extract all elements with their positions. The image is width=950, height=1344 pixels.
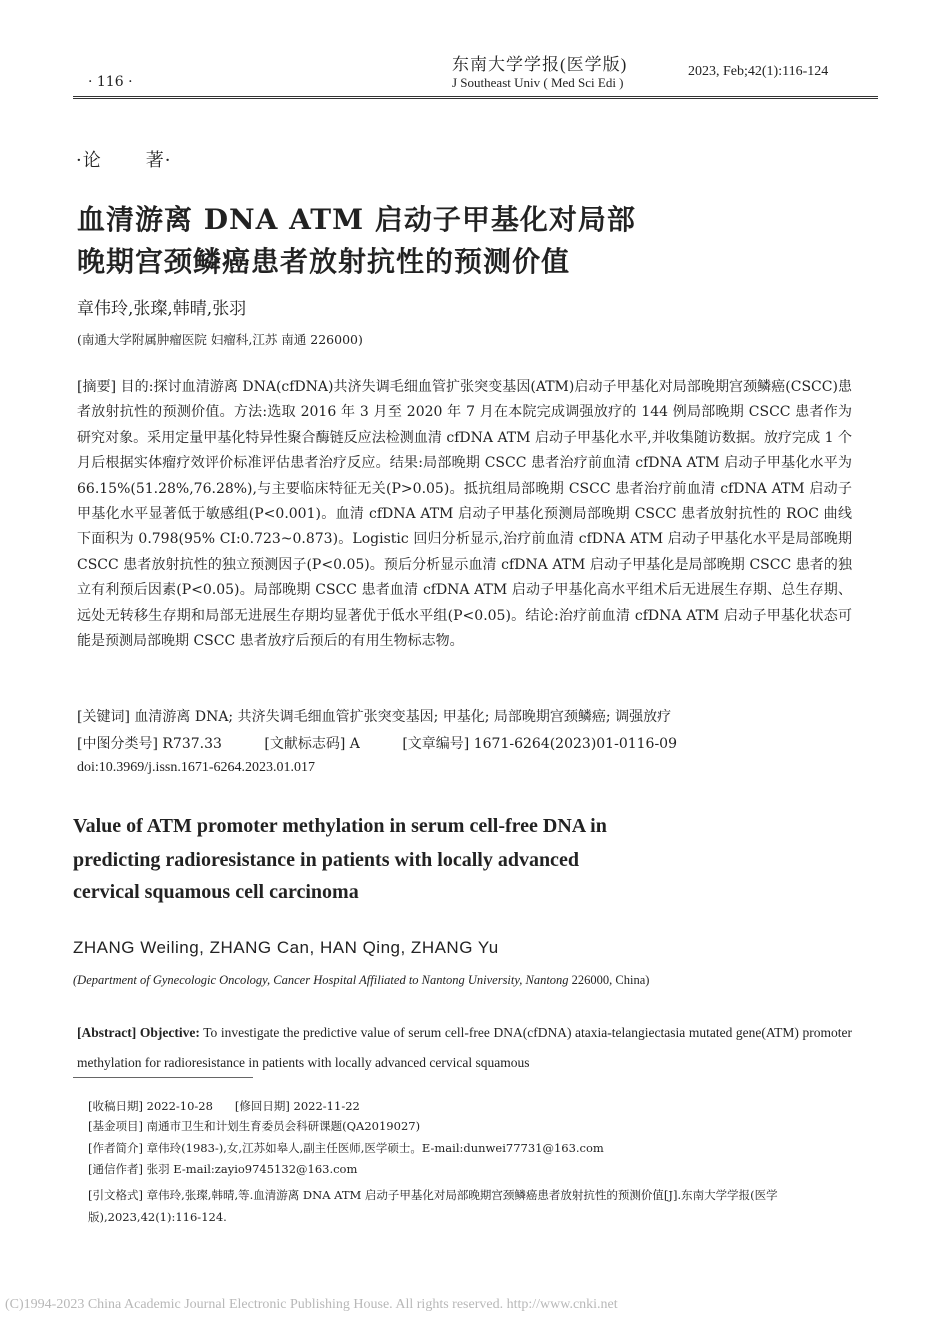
abstract-en-label: [Abstract]: [77, 1025, 137, 1040]
doi: doi:10.3969/j.issn.1671-6264.2023.01.017: [77, 760, 316, 775]
title-en-line-2: predicting radioresistance in patients with locally advanced: [73, 849, 579, 871]
abstract-cn: [77, 375, 852, 654]
title-cn-line-1: 血清游离 DNA ATM 启动子甲基化对局部: [77, 203, 636, 236]
clc-value: R737.33: [162, 736, 222, 752]
section-label-right: 著·: [145, 150, 172, 171]
authors-en: ZHANG Weiling, ZHANG Can, HAN Qing, ZHANG Yu: [73, 938, 499, 957]
abstract-en-objective-label: Objective:: [139, 1025, 200, 1040]
article-no-value: 1671-6264(2023)01-0116-09: [473, 736, 677, 752]
page-number: · 116 ·: [88, 74, 133, 90]
journal-title-cn: 东南大学学报(医学版): [452, 55, 628, 74]
keywords-cn-label: [关键词]: [77, 709, 130, 725]
classification-row: [77, 733, 677, 753]
doc-code-value: A: [349, 736, 360, 752]
footnote-divider: [73, 1077, 253, 1078]
footnote-dates: [88, 1098, 360, 1114]
abstract-en: [77, 1018, 852, 1078]
affiliation-en-postcode: 226000, China): [568, 973, 650, 987]
author-info-text: 章伟玲(1983-),女,江苏如皋人,副主任医师,医学硕士。E-mail:dunwei77731@163.com: [146, 1141, 604, 1155]
corresponding-label: [通信作者]: [88, 1162, 143, 1176]
corresponding-text: 张羽 E-mail:zayio9745132@163.com: [146, 1162, 358, 1176]
fund-text: 南通市卫生和计划生育委员会科研课题(QA2019027): [146, 1119, 421, 1133]
authors-cn: 章伟玲,张璨,韩晴,张羽: [77, 299, 247, 319]
affiliation-en-dept: (Department of Gynecologic Oncology, Cancer Hospital Affiliated to Nantong University, Nantong: [73, 973, 569, 987]
author-info-label: [作者简介]: [88, 1141, 143, 1155]
abstract-en-text: To investigate the predictive value of serum cell-free DNA(cfDNA) ataxia-telangiectasia mutated gene(ATM) promoter methylation for radioresistance in patients with locally advanced cervical squamous: [77, 1025, 852, 1070]
header-divider: [73, 96, 878, 99]
keywords-cn: [77, 706, 671, 726]
journal-title-en: J Southeast Univ ( Med Sci Edi ): [452, 75, 624, 90]
citation-label: [引文格式]: [88, 1188, 143, 1202]
copyright-watermark: (C)1994-2023 China Academic Journal Electronic Publishing House. All rights reserved. http://www.cnki.net: [5, 1297, 618, 1312]
affiliation-en: [73, 973, 649, 988]
footnote-correspondence: [88, 1161, 357, 1177]
fund-label: [基金项目]: [88, 1119, 143, 1133]
footnote-citation: [88, 1184, 878, 1228]
abstract-cn-label: [摘要]: [77, 379, 117, 395]
keywords-cn-text: 血清游离 DNA; 共济失调毛细血管扩张突变基因; 甲基化; 局部晚期宫颈鳞癌; 调强放疗: [134, 709, 672, 725]
citation-text: 章伟玲,张璨,韩晴,等.血清游离 DNA ATM 启动子甲基化对局部晚期宫颈鳞癌患者放射抗性的预测价值[J].东南大学学报(医学版),2023,42(1):116-124.: [88, 1188, 778, 1224]
affiliation-cn: (南通大学附属肿瘤医院 妇瘤科,江苏 南通 226000): [77, 332, 363, 347]
section-label-left: ·论: [76, 150, 102, 171]
section-label: [76, 146, 171, 172]
title-cn-line-2: 晚期宫颈鳞癌患者放射抗性的预测价值: [77, 245, 571, 278]
issue-info: 2023, Feb;42(1):116-124: [688, 64, 829, 79]
title-en-line-1: Value of ATM promoter methylation in serum cell-free DNA in: [73, 815, 607, 837]
footnote-author: [88, 1140, 604, 1156]
received-date: 2022-10-28: [146, 1099, 213, 1113]
clc-label: [中图分类号]: [77, 736, 158, 752]
doc-code-label: [文献标志码]: [264, 736, 346, 752]
article-no-label: [文章编号]: [402, 736, 470, 752]
abstract-cn-text: 目的:探讨血清游离 DNA(cfDNA)共济失调毛细血管扩张突变基因(ATM)启动子甲基化对局部晚期宫颈鳞癌(CSCC)患者放射抗性的预测价值。方法:选取 2016 年 3 月至 2020 年 7 月在本院完成调强放疗的 144 例局部晚期 CSCC 患者作为研究对象。采用定量甲基化特异性聚合酶链反应法检测血清 cfDNA ATM 启动子甲基化水平,并收集随访数据。放疗完成 1 个月后根据实体瘤疗效评价标准评估患者治疗反应。结果:局部晚期 CSCC 患者治疗前血清 cfDNA ATM 启动子甲基化水平为 66.15%(51.28%,76.28%),与主要临床特征无关(P>0.05)。抵抗组局部晚期 CSCC 患者治疗前血清 cfDNA ATM 启动子甲基化水平显著低于敏感组(P<0.001)。血清 cfDNA ATM 启动子甲基化预测局部晚期 CSCC 患者放射抗性的 ROC 曲线下面积为 0.798(95% CI:0.723~0.873)。Logistic 回归分析显示,治疗前血清 cfDNA ATM 启动子甲基化水平是局部晚期 CSCC 患者放射抗性的独立预测因子(P<0.05)。预后分析显示血清 cfDNA ATM 启动子甲基化是局部晚期 CSCC 患者的独立有利预后因素(P<0.05)。局部晚期 CSCC 患者血清 cfDNA ATM 启动子甲基化高水平组术后无进展生存期、总生存期、远处无转移生存期和局部无进展生存期均显著优于低水平组(P<0.05)。结论:治疗前血清 cfDNA ATM 启动子甲基化状态可能是预测局部晚期 CSCC 患者放疗后预后的有用生物标志物。: [77, 379, 852, 650]
revised-date: 2022-11-22: [293, 1099, 360, 1113]
revised-label: [修回日期]: [234, 1099, 290, 1113]
title-en-line-3: cervical squamous cell carcinoma: [73, 881, 359, 903]
received-label: [收稿日期]: [88, 1099, 143, 1113]
footnote-fund: [88, 1118, 420, 1134]
